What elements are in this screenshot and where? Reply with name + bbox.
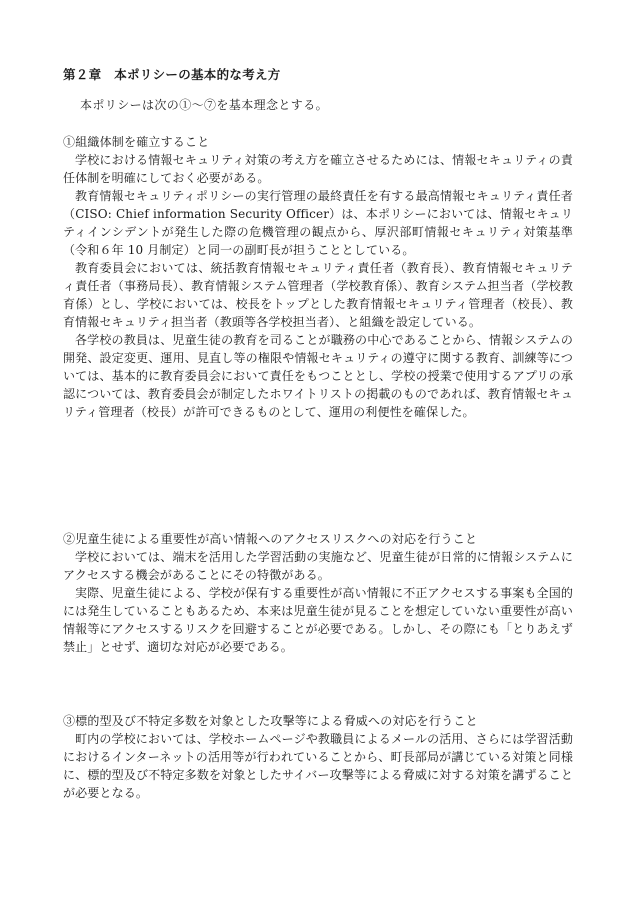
- section-heading: ②児童生徒による重要性が高い情報へのアクセスリスクへの対応を行うこと: [63, 532, 478, 546]
- section-organization: [63, 133, 573, 421]
- section-student-access-risk: [63, 530, 573, 656]
- paragraph: 教育情報セキュリティポリシーの実行管理の最終責任を有する最高情報セキュリティ責任者（CISO: Chief information Security Officer）は、本ポリシーにおいては、情報セキュリティインシデントが発生した際の危機管理の観点から、厚沢部町情報セキュリティ対策基準（令和６年 10 月制定）と同一の副町長が担うこととしている。: [63, 189, 573, 257]
- paragraph: 実際、児童生徒による、学校が保有する重要性が高い情報に不正アクセスする事案も全国的には発生していることもあるため、本来は児童生徒が見ることを想定していない重要性が高い情報等にアクセスするリスクを回避することが必要である。しかし、その際にも「とりあえず禁止」とせず、適切な対応が必要である。: [63, 586, 573, 654]
- section-heading: ③標的型及び不特定多数を対象とした攻撃等による脅威への対応を行うこと: [63, 714, 478, 728]
- chapter-title: 第２章 本ポリシーの基本的な考え方: [63, 67, 281, 82]
- paragraph: 教育委員会においては、統括教育情報セキュリティ責任者（教育長）、教育情報セキュリティ責任者（事務局長）、教育情報システム管理者（学校教育係）、教育システム担当者（学校教育係）とし、学校においては、校長をトップとした教育情報セキュリティ管理者（校長）、教育情報セキュリティ担当者（教頭等各学校担当者）、と組織を設定している。: [63, 261, 573, 329]
- paragraph: 学校においては、端末を活用した学習活動の実施など、児童生徒が日常的に情報システムにアクセスする機会があることにその特徴がある。: [63, 550, 573, 582]
- section-targeted-attacks: [63, 712, 573, 802]
- section-heading: ①組織体制を確立すること: [63, 135, 210, 149]
- paragraph: 学校における情報セキュリティ対策の考え方を確立させるためには、情報セキュリティの責任体制を明確にしておく必要がある。: [63, 153, 573, 185]
- intro-text: 本ポリシーは次の①～⑦を基本理念とする。: [80, 98, 329, 112]
- paragraph: 町内の学校においては、学校ホームページや教職員によるメールの活用、さらには学習活動におけるインターネットの活用等が行われていることから、町長部局が講じている対策と同様に、標的型及び不特定多数を対象としたサイバー攻撃等による脅威に対する対策を講ずることが必要となる。: [63, 732, 573, 800]
- paragraph: 各学校の教員は、児童生徒の教育を司ることが職務の中心であることから、情報システムの開発、設定変更、運用、見直し等の権限や情報セキュリティの遵守に関する教育、訓練等については、基本的に教育委員会において責任をもつこととし、学校の授業で使用するアプリの承認については、教育委員会が制定したホワイトリストの掲載のものであれば、教育情報セキュリティ管理者（校長）が許可できるものとして、運用の利便性を確保した。: [63, 333, 573, 419]
